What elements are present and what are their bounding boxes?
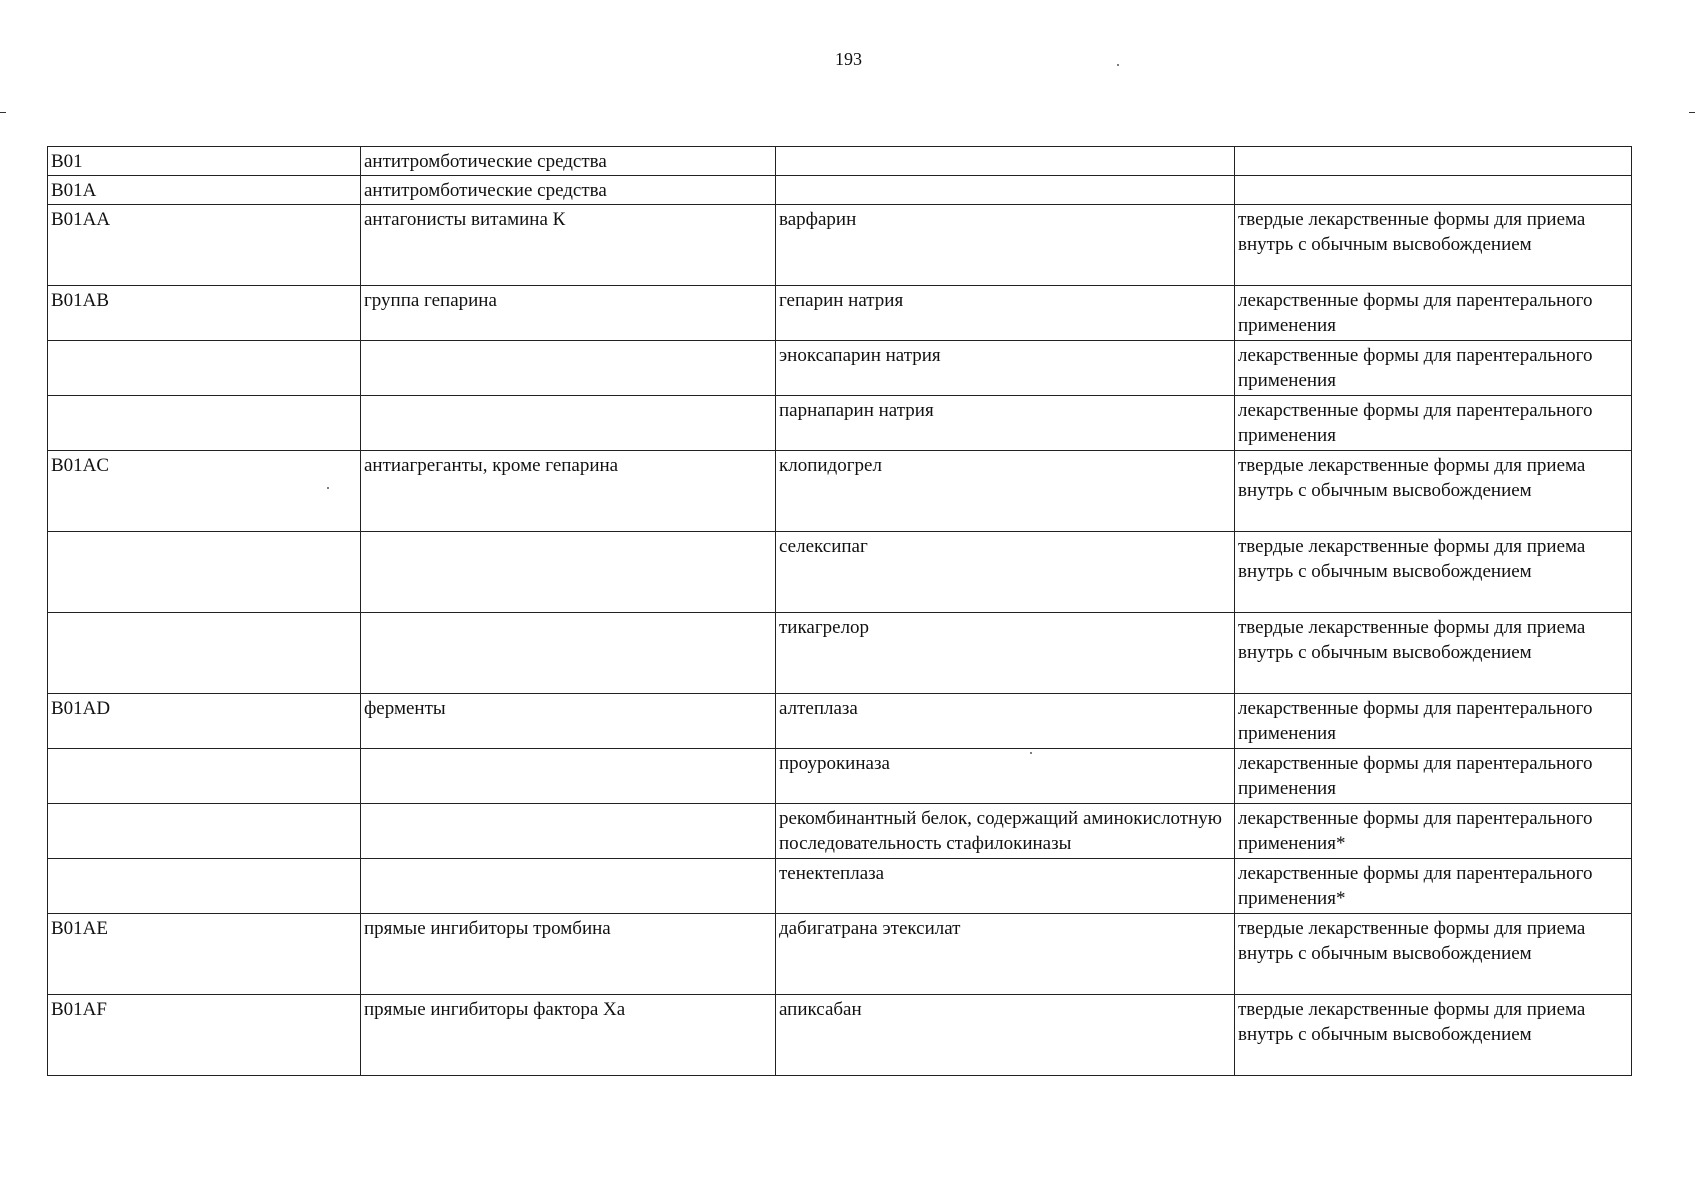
atc-code-cell <box>48 396 361 451</box>
group-name-cell <box>361 613 776 694</box>
dosage-form-cell: твердые лекарственные формы для приема внутрь с обычным высвобождением <box>1235 914 1632 995</box>
dosage-form-cell: твердые лекарственные формы для приема внутрь с обычным высвобождением <box>1235 205 1632 286</box>
atc-code-cell <box>48 804 361 859</box>
table-row <box>48 286 1632 341</box>
right-edge-mark <box>1689 112 1695 113</box>
dosage-form-cell: лекарственные формы для парентерального применения <box>1235 341 1632 396</box>
atc-code-cell: B01AE <box>48 914 361 995</box>
drug-name-cell: гепарин натрия <box>776 286 1235 341</box>
drug-name-cell <box>776 176 1235 205</box>
atc-code-cell: B01AA <box>48 205 361 286</box>
atc-code-cell: B01A <box>48 176 361 205</box>
group-name-cell: антитромботические средства <box>361 147 776 176</box>
atc-code-cell: B01AF <box>48 995 361 1076</box>
drug-name-cell: варфарин <box>776 205 1235 286</box>
group-name-cell <box>361 859 776 914</box>
dosage-form-cell: твердые лекарственные формы для приема внутрь с обычным высвобождением <box>1235 613 1632 694</box>
group-name-cell: ферменты <box>361 694 776 749</box>
table-row <box>48 804 1632 859</box>
table-row <box>48 914 1632 995</box>
drug-name-cell: эноксапарин натрия <box>776 341 1235 396</box>
atc-code-cell: B01 <box>48 147 361 176</box>
atc-code-cell <box>48 341 361 396</box>
drug-name-cell: парнапарин натрия <box>776 396 1235 451</box>
group-name-cell: антитромботические средства <box>361 176 776 205</box>
group-name-cell: антиагреганты, кроме гепарина <box>361 451 776 532</box>
table-row <box>48 396 1632 451</box>
table-row <box>48 749 1632 804</box>
dosage-form-cell: лекарственные формы для парентерального применения <box>1235 396 1632 451</box>
table-row <box>48 859 1632 914</box>
table-row <box>48 451 1632 532</box>
drug-name-cell: рекомбинантный белок, содержащий аминокислотную последовательность стафилокиназы <box>776 804 1235 859</box>
page-number: 193 <box>835 49 862 69</box>
atc-code-cell <box>48 859 361 914</box>
group-name-cell <box>361 804 776 859</box>
group-name-cell: прямые ингибиторы фактора Xa <box>361 995 776 1076</box>
group-name-cell: антагонисты витамина К <box>361 205 776 286</box>
dosage-form-cell: твердые лекарственные формы для приема внутрь с обычным высвобождением <box>1235 532 1632 613</box>
table-row <box>48 205 1632 286</box>
drug-name-cell: апиксабан <box>776 995 1235 1076</box>
atc-code-cell <box>48 749 361 804</box>
atc-code-cell <box>48 613 361 694</box>
dosage-form-cell: лекарственные формы для парентерального применения* <box>1235 859 1632 914</box>
dosage-form-cell: лекарственные формы для парентерального применения* <box>1235 804 1632 859</box>
table-row <box>48 613 1632 694</box>
drug-name-cell: дабигатрана этексилат <box>776 914 1235 995</box>
table-row <box>48 176 1632 205</box>
drug-name-cell <box>776 147 1235 176</box>
drug-name-cell: тенектеплаза <box>776 859 1235 914</box>
dosage-form-cell: лекарственные формы для парентерального применения <box>1235 749 1632 804</box>
atc-code-cell <box>48 532 361 613</box>
dosage-form-cell: твердые лекарственные формы для приема внутрь с обычным высвобождением <box>1235 995 1632 1076</box>
atc-code-cell: B01AB <box>48 286 361 341</box>
atc-table <box>47 146 1632 1076</box>
dosage-form-cell: лекарственные формы для парентерального применения <box>1235 286 1632 341</box>
scan-speck <box>1117 64 1119 66</box>
group-name-cell <box>361 396 776 451</box>
table-row <box>48 995 1632 1076</box>
group-name-cell <box>361 341 776 396</box>
dosage-form-cell <box>1235 176 1632 205</box>
group-name-cell <box>361 532 776 613</box>
dosage-form-cell: твердые лекарственные формы для приема внутрь с обычным высвобождением <box>1235 451 1632 532</box>
atc-code-cell: B01AC <box>48 451 361 532</box>
group-name-cell: прямые ингибиторы тромбина <box>361 914 776 995</box>
table-row <box>48 341 1632 396</box>
group-name-cell: группа гепарина <box>361 286 776 341</box>
table-row <box>48 147 1632 176</box>
left-edge-mark <box>0 112 6 113</box>
group-name-cell <box>361 749 776 804</box>
drug-name-cell: проурокиназа <box>776 749 1235 804</box>
drug-name-cell: алтеплаза <box>776 694 1235 749</box>
drug-name-cell: тикагрелор <box>776 613 1235 694</box>
table-row <box>48 532 1632 613</box>
dosage-form-cell: лекарственные формы для парентерального применения <box>1235 694 1632 749</box>
drug-name-cell: селексипаг <box>776 532 1235 613</box>
atc-code-cell: B01AD <box>48 694 361 749</box>
dosage-form-cell <box>1235 147 1632 176</box>
table-row <box>48 694 1632 749</box>
drug-name-cell: клопидогрел <box>776 451 1235 532</box>
